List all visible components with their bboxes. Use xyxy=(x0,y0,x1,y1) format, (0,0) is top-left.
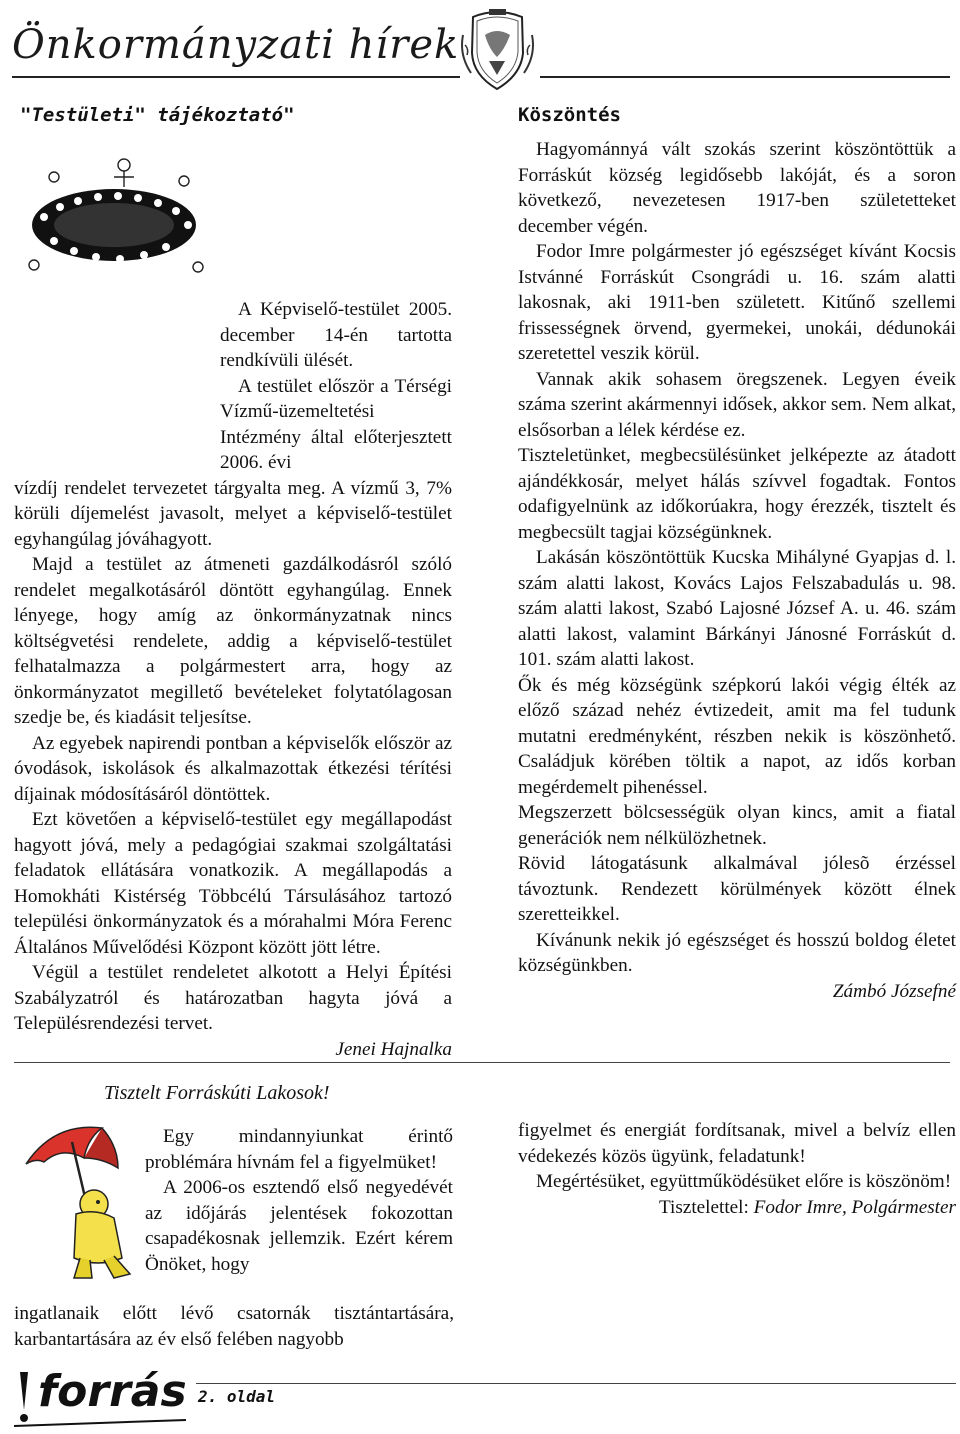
page-masthead: Önkormányzati hírek xyxy=(12,22,460,68)
footer-divider xyxy=(196,1383,956,1384)
paragraph: vízdíj rendelet tervezetet tárgyalta meg. A vízmű 3, 7% körüli díjemelést javasolt, melyet a képviselő-testület egyhangúlag jóváhagyott. xyxy=(14,477,452,550)
notice-body-left xyxy=(145,1124,453,1277)
signature-name: Fodor Imre, Polgármester xyxy=(753,1196,956,1218)
section-divider xyxy=(14,1062,950,1063)
logo-text: forrás xyxy=(38,1366,187,1417)
paragraph: Az egyebek napirendi pontban a képviselők először az óvodások, iskolások és alkalmazottak étkezési térítési díjainak módosításáról döntöttek. xyxy=(14,732,452,805)
author-signature: Zámbó Józsefné xyxy=(832,980,956,1002)
paragraph: Kívánunk nekik jó egészséget és hosszú boldog életet községünkben. xyxy=(518,929,956,976)
paragraph: A testület először a Térségi Vízmű-üzemeltetési Intézmény által előterjesztett 2006. évi xyxy=(220,375,452,473)
paragraph: Megértésüket, együttműködésüket előre is köszönöm! xyxy=(536,1171,952,1192)
paragraph: Ezt követően a képviselő-testület egy megállapodást hagyott jóvá, mely a pedagógiai szakmai szolgáltatási feladatok ellátására vonatkozik. A megállapodás a Homokháti Kistérség Többcélú Társulásához tartozó települési önkormányzatok és a mórahalmi Móra Ferenc Általános Művelődési Központ között jött létre. xyxy=(14,809,452,958)
child-with-umbrella-illustration xyxy=(18,1118,146,1288)
paragraph: Rövid látogatásunk alkalmával jólesõ érzéssel távoztunk. Rendezett körülmények között élnek szeretteikkel. xyxy=(518,853,956,925)
council-meeting-illustration xyxy=(14,147,214,297)
paragraph: Fodor Imre polgármester jó egészséget kívánt Kocsis Istvánné Forráskút Csongrádi u. 16. szám alatti lakosnak, aki 1911-ben született. Kitűnő szellemi frissességnek örvend, gyermekei, unokái, dédunokái szeretettel veszik körül. xyxy=(518,241,956,364)
article-koszontes xyxy=(518,137,956,1004)
paragraph: Végül a testület rendeletet alkotott a Helyi Építési Szabályzatról és határozatban hagyta jóvá a Településrendezési tervet. xyxy=(14,962,452,1034)
author-signature xyxy=(518,1195,956,1221)
header-divider-right xyxy=(540,76,950,78)
village-crest-icon xyxy=(455,5,540,95)
paragraph: A Képviselő-testület 2005. december 14-én tartotta rendkívüli ülését. xyxy=(220,299,452,371)
forras-logo xyxy=(10,1360,190,1430)
paragraph: A 2006-os esztendő első negyedévét az időjárás jelentések fokozottan csapadékosnak jellemzik. Ezért kérem Önöket, hogy xyxy=(145,1177,453,1275)
paragraph: Tiszteletünket, megbecsülésünket jelképezte az átadott ajándékkosár, melyet hálás szívvel fogadtak. Fontos odafigyelnünk az időkorúakra, hogy érezzék, tisztelt és megbecsült tagjai községünknek. xyxy=(518,445,956,543)
article-title-testuleti: "Testületi" tájékoztató" xyxy=(20,104,295,126)
paragraph: Egy mindannyiunkat érintő problémára hívnám fel a figyelmüket! xyxy=(145,1126,453,1173)
author-signature: Jenei Hajnalka xyxy=(335,1038,452,1060)
paragraph: Majd a testület az átmeneti gazdálkodásról szóló rendelet megalkotásáról döntött egyhangúlag. Ennek lényege, hogy amíg az önkormányzatnak nincs költségvetési rendelete, addig a képviselő-testület felhatalmazza a polgármestert arra, hogy az önkormányzatot megillető bevételeket folytatólagosan szedje be, és kiadásit teljesítse. xyxy=(14,554,452,728)
paragraph: Hagyománnyá vált szokás szerint köszöntöttük a Forráskút község legidősebb lakóját, és a soron következő, nevezetesen 1917-ben születetteket december végén. xyxy=(518,139,956,237)
article-title-koszontes: Köszöntés xyxy=(518,104,621,126)
paragraph: Megszerzett bölcsességük olyan kincs, amit a fiatal generációk nem nélkülözhetnek. xyxy=(518,802,956,849)
notice-body-left-continued xyxy=(14,1301,454,1352)
paragraph: Vannak akik sohasem öregszenek. Legyen éveik száma szerint akármennyi idősek, akkor sem. Nem alkat, elsősorban a lélek kérdése ez. xyxy=(518,368,956,441)
signature-label: Tisztelettel: xyxy=(658,1196,754,1218)
paragraph: Lakásán köszöntöttük Kucska Mihályné Gyapjas d. l. szám alatti lakost, Kovács Lajos Felszabadulás u. 98. szám alatti lakost, Szabó Lajosné József A. u. 46. szám alatti lakost, valamint Bárkányi Jánosné Forráskút d. 101. szám alatti lakost. xyxy=(518,547,956,670)
paragraph: Ők és még községünk szépkorú lakói végig élték az előző század nehéz évtizedeit, amit ma fel tudunk mutatni eredményként, részben nekik is köszönhető. Családjuk körében töltik a napot, az idős korban megérdemelt pihenéssel. xyxy=(518,674,956,798)
article-testuleti xyxy=(14,137,452,1062)
header-divider-left xyxy=(12,76,460,78)
notice-title: Tisztelt Forráskúti Lakosok! xyxy=(104,1082,330,1104)
paragraph: figyelmet és energiát fordítsanak, mivel a belvíz ellen védekezés közös ügyünk, feladatunk! xyxy=(518,1120,956,1167)
page-number: 2. oldal xyxy=(198,1387,276,1406)
paragraph: ingatlanaik előtt lévő csatornák tisztántartására, karbantartására az év első felében nagyobb xyxy=(14,1303,454,1350)
notice-body-right xyxy=(518,1118,956,1220)
